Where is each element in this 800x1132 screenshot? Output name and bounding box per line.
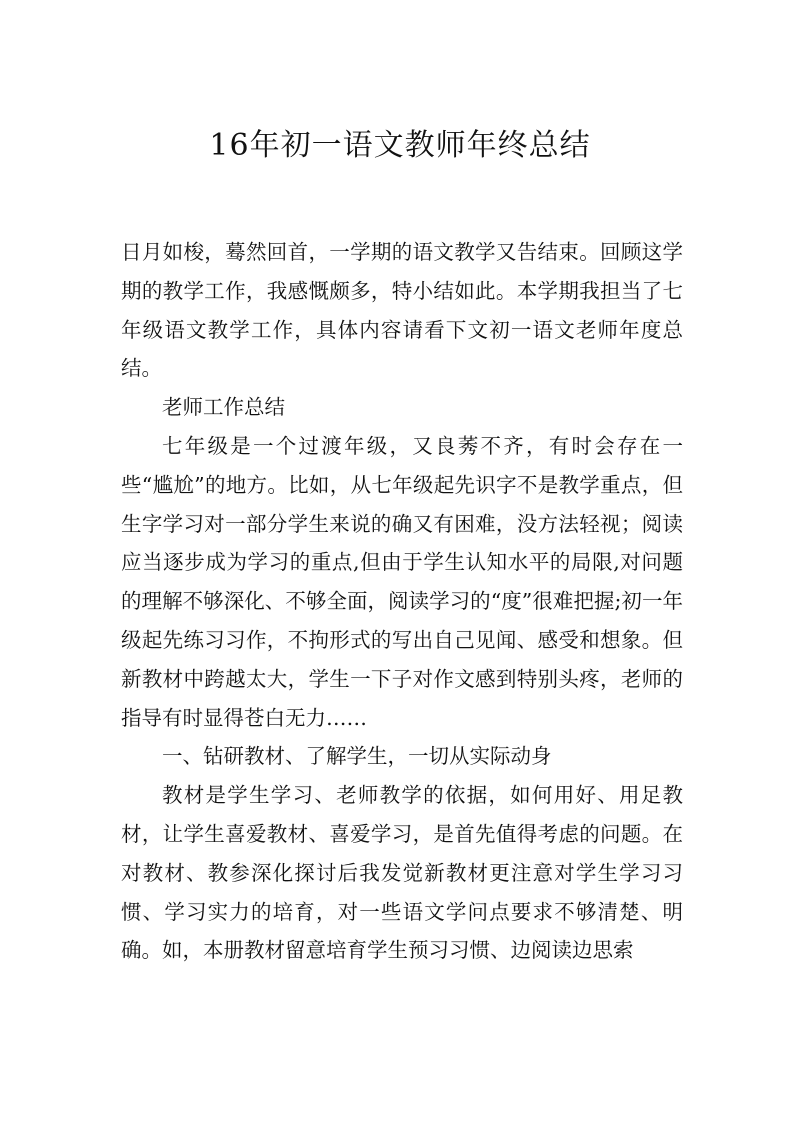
- paragraph-situation: 七年级是一个过渡年级，又良莠不齐，有时会存在一些“尴尬”的地方。比如，从七年级起先识字不是教学重点，但生字学习对一部分学生来说的确又有困难，没方法轻视；阅读应当逐步成为学习的重点,但由于学生认知水平的局限,对问题的理解不够深化、不够全面，阅读学习的“度”很难把握;初一年级起先练习习作，不拘形式的写出自己见闻、感受和想象。但新教材中跨越太大，学生一下子对作文感到特别头疼，老师的指导有时显得苍白无力……: [121, 433, 683, 730]
- document-body: [121, 233, 683, 970]
- paragraph-point-one-body: 教材是学生学习、老师教学的依据，如何用好、用足教材，让学生喜爱教材、喜爱学习，是首先值得考虑的问题。在对教材、教参深化探讨后我发觉新教材更注意对学生学习习惯、学习实力的培育，对一些语文学问点要求不够清楚、明确。如，本册教材留意培育学生预习习惯、边阅读边思索: [121, 783, 683, 963]
- paragraph-point-one-heading: 一、钻研教材、了解学生，一切从实际动身: [162, 744, 552, 769]
- document-title: 16年初一语文教师年终总结: [209, 128, 591, 163]
- paragraph-intro: 日月如梭，蓦然回首，一学期的语文教学又告结束。回顾这学期的教学工作，我感慨颇多，特小结如此。本学期我担当了七年级语文教学工作，具体内容请看下文初一语文老师年度总结。: [121, 240, 683, 381]
- paragraph-section-heading: 老师工作总结: [162, 395, 285, 420]
